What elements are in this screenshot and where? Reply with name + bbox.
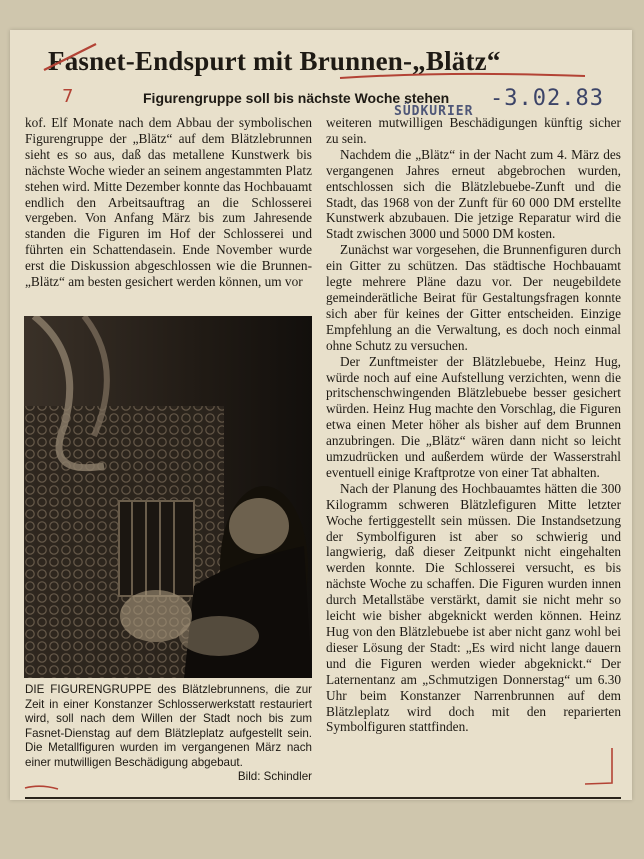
- caption-text: DIE FIGURENGRUPPE des Blätzlebrunnens, die zur Zeit in einer Konstanzer Schlosserwerkstatt restauriert wird, soll nach dem Willen der Stadt noch bis zum Fasnet-Dienstag auf dem Blätzleplatz aufgestellt sein. Die Metallfiguren wurden im vergangenen März nach einer mutwilligen Beschädigung abgebaut.: [25, 683, 312, 769]
- article-paragraph: weiteren mutwilligen Beschädigungen künftig sicher zu sein.: [326, 115, 621, 146]
- article-paragraph: kof. Elf Monate nach dem Abbau der symbolischen Figurengruppe der „Blätz“ auf dem Blätzlebrunnen sieht es so aus, daß das metallene Kunstwerk bis nächste Woche wieder an seinem angestammten Platz stehen wird. Mitte Dezember konnte das Hochbauamt endlich den Arbeitsauftrag an die Schlosserei vergeben. Von Anfang März bis zum Jahresende standen die Figuren im Hof der Schlosserei und führten ein Schattendasein. Ende November wurde erst die Diskussion abgeschlossen wie die Brunnen-„Blätz“ am besten gesichert werden können, um vor: [25, 115, 312, 290]
- photo-credit: Bild: Schindler: [237, 770, 312, 783]
- headline-strike-mark: [44, 44, 96, 70]
- article-left-column: [25, 115, 312, 290]
- article-paragraph: Nachdem die „Blätz“ in der Nacht zum 4. März des vergangenen Jahres erneut abgebrochen wurden, entschlossen sich die Blätzlebuebe-Zunft und die Stadt, das 1968 von der Zunft für 60 000 DM erstellte Kunstwerk abzubauen. Die jetzige Reparatur wird die Stadt zwischen 3000 und 5000 DM kosten.: [326, 146, 621, 242]
- subheadline: Figurengruppe soll bis nächste Woche stehen: [143, 90, 450, 106]
- headline: Fasnet-Endspurt mit Brunnen-„Blätz“: [48, 46, 501, 76]
- date-annotation: -3.02.83: [490, 86, 604, 111]
- article-paragraph: Nach der Planung des Hochbauamtes hätten die 300 Kilogramm schweren Blätzlefiguren Mitte letzter Woche fertiggestellt sein müssen. Die Instandsetzung der Symbolfiguren ist aber so schwierig und langwierig, daß dieser Zeitpunkt nicht eingehalten werden konnte. Die Schlosserei versucht, es bis nächste Woche zu schaffen. Die Figuren wurden innen durch Metallstäbe verstärkt, damit sie nicht mehr so leicht wie bisher abgeknickt werden können. Heinz Hug von den Blätzlebuebe ist aber nicht ganz wohl bei dieser Lösung der Stadt: „Es wird nicht lange dauern und die Figuren werden wieder abgeknickt.“ Der Laternentanz am „Schmutzigen Donnerstag“ um 6.30 Uhr beim Konstanzer Narrenbrunnen auf dem Blätzleplatz wird doch mit den reparierten Symbolfiguren stattfinden.: [326, 480, 621, 735]
- photo-caption: [25, 683, 312, 785]
- corner-mark-bottom-left: [25, 786, 58, 789]
- article-right-column: [326, 115, 621, 735]
- article-photo: [24, 316, 312, 678]
- newspaper-stamp: SÜDKURIER: [394, 104, 474, 119]
- bottom-rule: [25, 797, 621, 799]
- margin-pen-mark: 7: [62, 86, 74, 107]
- article-paragraph: Zunächst war vorgesehen, die Brunnenfiguren durch ein Gitter zu schützen. Das städtische Hochbauamt legte mehrere Pläne dazu vor. Der neugebildete gemeinderätliche Beirat für Gestaltungsfragen konnte sich aber für keines der Gitter entscheiden. Einzige Empfehlung an die Verwaltung, es doch noch einmal ohne Schutz zu versuchen.: [326, 242, 621, 353]
- article-paragraph: Der Zunftmeister der Blätzlebuebe, Heinz Hug, würde noch auf eine Aufstellung verzichten, wenn die pritschenschwingenden Blätzlebuebe besser gesichert würden. Heinz Hug machte den Vorschlag, die Figuren etwa einen Meter höher als bisher auf dem Brunnen anzubringen. Die „Blätz“ wären dann nicht so leicht umzudrücken und außerdem würde der Wasserstrahl eventuell einige Kraftprotze von einer Tat abhalten.: [326, 353, 621, 480]
- photo-figure-group: [24, 316, 312, 678]
- headline-underline: [340, 74, 585, 78]
- corner-mark-bottom-right: [585, 748, 612, 784]
